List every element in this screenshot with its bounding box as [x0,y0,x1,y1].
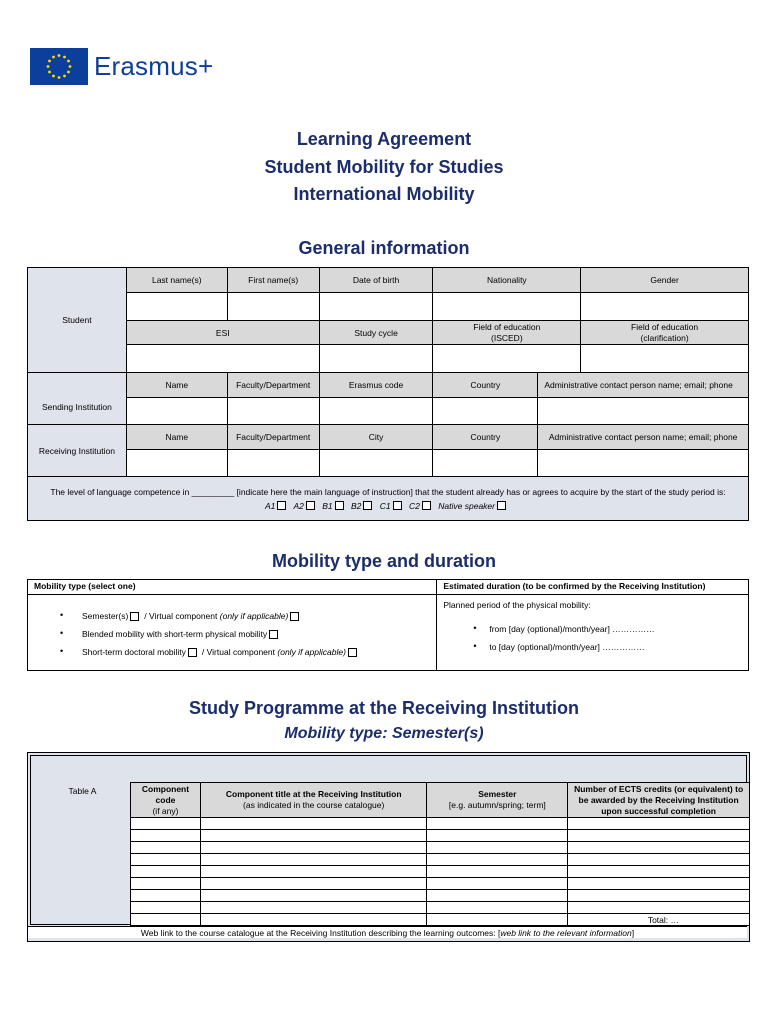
component-code-sub: (if any) [152,805,179,816]
student-label: Student [28,268,127,373]
planned-period-text: Planned period of the physical mobility: [443,600,591,610]
from-date-item[interactable]: • from [day (optional)/month/year] …………… [443,624,742,642]
semester-cell[interactable] [427,878,568,890]
table-row [131,902,750,914]
receiving-city-field[interactable] [319,450,433,477]
sending-header-country: Country [433,373,538,398]
ects-credits-header: Number of ECTS credits (or equivalent) to be awarded by the Receiving Institution upon successful completion [568,783,750,818]
header-field-isced: Field of education (ISCED) [433,321,581,345]
sending-erasmus-code-field[interactable] [319,398,433,425]
level-a1-label: A1 [265,500,276,511]
header-gender: Gender [581,268,749,293]
header-nationality: Nationality [433,268,581,293]
title-cell[interactable] [200,842,427,854]
table-row [131,854,750,866]
blended-label: Blended mobility with short-term physical mobility [82,629,268,639]
receiving-header-country: Country [433,425,538,450]
level-a2-label: A2 [293,500,304,511]
table-row [131,890,750,902]
table-row [131,830,750,842]
mobility-type-header: Mobility type (select one) [28,580,437,595]
title-cell[interactable] [200,830,427,842]
title-cell[interactable] [200,854,427,866]
header-last-name: Last name(s) [126,268,227,293]
title-line-3: International Mobility [293,184,475,204]
header-esi: ESI [126,321,319,345]
receiving-contact-field[interactable] [538,450,749,477]
semester-cell[interactable] [427,854,568,866]
header-first-name: First name(s) [227,268,319,293]
sending-header-faculty: Faculty/Department [227,373,319,398]
table-row [131,866,750,878]
receiving-faculty-field[interactable] [227,450,319,477]
header-date-of-birth: Date of birth [319,268,433,293]
study-cycle-field[interactable] [319,345,433,373]
virtual-component-checkbox[interactable] [290,612,299,621]
weblink-end: ] [631,928,635,938]
language-competence-row [28,477,749,521]
code-cell[interactable] [131,902,201,914]
total-blank-2 [200,914,427,926]
title-cell[interactable] [200,878,427,890]
doctoral-virtual-label: / Virtual component [201,647,276,657]
code-cell[interactable] [131,878,201,890]
blended-option [30,629,434,647]
title-line-1: Learning Agreement [296,129,472,149]
code-cell[interactable] [131,890,201,902]
field-isced-field[interactable] [433,345,581,373]
level-b2-checkbox[interactable] [363,501,372,510]
duration-header: Estimated duration (to be confirmed by the Receiving Institution) [437,580,749,595]
title-cell[interactable] [200,818,427,830]
study-programme-heading: Study Programme at the Receiving Institution [188,698,580,718]
doctoral-only-if-applicable-label: (only if applicable) [277,647,346,657]
receiving-header-contact: Administrative contact person name; email; phone [538,425,749,450]
first-name-field[interactable] [227,293,319,321]
semester-label: Semester(s) [82,611,129,621]
semester-sub: [e.g. autumn/spring; term] [448,800,546,810]
level-a1-checkbox[interactable] [277,501,286,510]
weblink-link[interactable]: web link to the relevant information [500,928,632,938]
semester-header [427,783,568,818]
header-study-cycle: Study cycle [319,321,433,345]
credits-cell[interactable] [568,902,750,914]
component-title-header [200,783,427,818]
level-c2-label: C2 [409,500,420,511]
code-cell[interactable] [131,854,201,866]
semester-cell[interactable] [427,866,568,878]
semester-cell[interactable] [427,890,568,902]
semester-cell[interactable] [427,830,568,842]
receiving-name-field[interactable] [126,450,227,477]
doctoral-option [30,647,434,665]
sending-header-contact: Administrative contact person name; email; phone [538,373,749,398]
erasmus-logo [30,48,213,85]
mobility-heading: Mobility type and duration [272,551,496,571]
field-clarification-field[interactable] [581,345,749,373]
credits-cell[interactable] [568,854,750,866]
last-name-field[interactable] [126,293,227,321]
component-code-header [131,783,201,818]
nationality-field[interactable] [433,293,581,321]
credits-cell[interactable] [568,878,750,890]
receiving-header-faculty: Faculty/Department [227,425,319,450]
sending-institution-label: Sending Institution [28,373,127,425]
table-row [131,878,750,890]
credits-cell[interactable] [568,890,750,902]
level-b1-label: B1 [322,500,333,511]
component-title-title: Component title at the Receiving Institution [225,789,402,799]
receiving-header-name: Name [126,425,227,450]
table-a-label: Table A [68,786,97,796]
esi-field[interactable] [126,345,319,373]
table-a [130,782,750,926]
total-blank-1 [131,914,201,926]
virtual-component-label: / Virtual component [144,611,218,621]
semester-checkbox[interactable] [130,612,139,621]
course-catalogue-weblink [28,926,747,938]
blended-checkbox[interactable] [269,630,278,639]
doctoral-checkbox[interactable] [188,648,197,657]
header-field-clarification: Field of education (clarification) [581,321,749,345]
sending-country-field[interactable] [433,398,538,425]
level-b2-label: B2 [351,500,362,511]
logo-text: Erasmus+ [94,51,214,81]
sending-header-name: Name [126,373,227,398]
sending-faculty-field[interactable] [227,398,319,425]
title-cell[interactable] [200,866,427,878]
level-a2-checkbox[interactable] [306,501,315,510]
component-title-sub: (as indicated in the course catalogue) [243,800,385,810]
code-cell[interactable] [131,842,201,854]
receiving-institution-label: Receiving Institution [28,425,127,477]
mobility-type-table [27,579,749,671]
sending-contact-field[interactable] [538,398,749,425]
sending-header-erasmus-code: Erasmus code [319,373,433,398]
mobility-type-options [28,595,437,671]
level-native-checkbox[interactable] [497,501,506,510]
general-information-heading: General information [298,238,470,258]
code-cell[interactable] [131,818,201,830]
credits-cell[interactable] [568,866,750,878]
title-cell[interactable] [200,902,427,914]
eu-flag-icon [30,48,88,85]
only-if-applicable-label: (only if applicable) [219,611,289,621]
component-code-title: Component code [141,783,190,805]
credits-cell[interactable] [568,842,750,854]
semester-option [30,611,434,629]
total-row [131,914,750,926]
credits-cell[interactable] [568,830,750,842]
doctoral-virtual-checkbox[interactable] [348,648,357,657]
to-date-item[interactable]: • to [day (optional)/month/year] …………… [443,642,742,660]
weblink-text: Web link to the course catalogue at the Receiving Institution describing the learning outcomes: [ [140,928,501,938]
level-c1-label: C1 [379,500,391,511]
semester-cell[interactable] [427,818,568,830]
level-c1-checkbox[interactable] [393,501,402,510]
table-row [131,818,750,830]
sending-name-field[interactable] [126,398,227,425]
semester-cell[interactable] [427,842,568,854]
code-cell[interactable] [131,866,201,878]
title-line-2: Student Mobility for Studies [264,156,504,177]
code-cell[interactable] [131,830,201,842]
receiving-country-field[interactable] [433,450,538,477]
receiving-header-city: City [319,425,433,450]
level-b1-checkbox[interactable] [335,501,344,510]
credits-cell[interactable] [568,818,750,830]
gender-field[interactable] [581,293,749,321]
level-native-label: Native speaker [438,500,495,511]
semester-title: Semester [478,789,517,799]
level-c2-checkbox[interactable] [422,501,431,510]
doctoral-label: Short-term doctoral mobility [82,647,186,657]
total-credits[interactable]: Total: … [568,914,750,926]
language-levels [34,500,742,512]
duration-cell [437,595,749,671]
general-information-table [27,267,749,521]
title-cell[interactable] [200,890,427,902]
date-of-birth-field[interactable] [319,293,433,321]
table-row [131,842,750,854]
semester-cell[interactable] [427,902,568,914]
document-title [0,126,768,209]
total-blank-3 [427,914,568,926]
mobility-type-subheading: Mobility type: Semester(s) [284,725,484,742]
language-competence-text: The level of language competence in _________ [indicate here the main language of instruction] that the student already has or agrees to acquire by the start of the study period is: [50,486,726,497]
